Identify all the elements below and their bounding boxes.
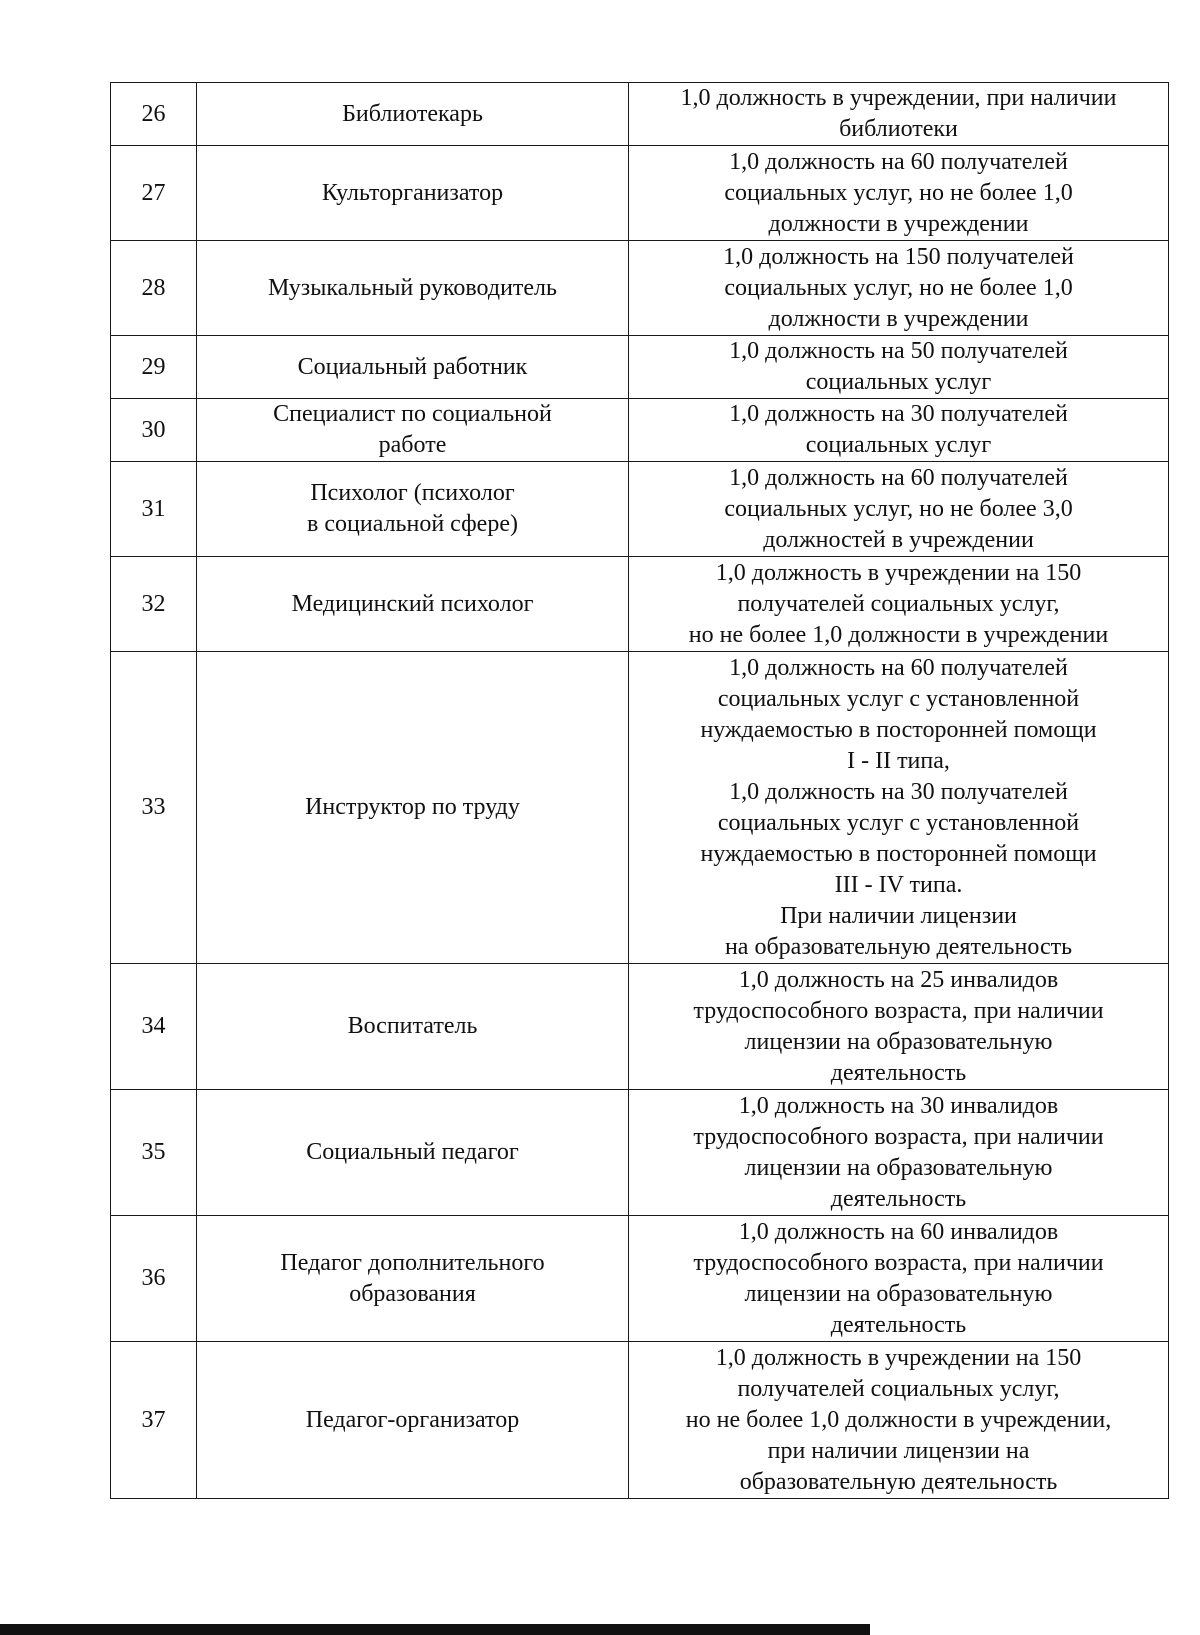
position-title: Педагог дополнительного образования — [197, 1216, 629, 1342]
table-row — [111, 83, 1169, 146]
row-number: 36 — [111, 1216, 197, 1342]
row-number: 34 — [111, 964, 197, 1090]
staffing-norm: 1,0 должность на 60 получателей социальных услуг, но не более 3,0 должностей в учреждении — [629, 462, 1169, 557]
table-row — [111, 1216, 1169, 1342]
position-title: Воспитатель — [197, 964, 629, 1090]
position-title: Библиотекарь — [197, 83, 629, 146]
staffing-norm: 1,0 должность на 30 инвалидов трудоспособного возраста, при наличии лицензии на образовательную деятельность — [629, 1090, 1169, 1216]
position-title: Медицинский психолог — [197, 557, 629, 652]
table-row — [111, 557, 1169, 652]
table-row — [111, 399, 1169, 462]
staffing-norm: 1,0 должность на 60 получателей социальных услуг, но не более 1,0 должности в учреждении — [629, 146, 1169, 241]
position-title: Педагог-организатор — [197, 1342, 629, 1499]
position-title: Психолог (психолог в социальной сфере) — [197, 462, 629, 557]
staffing-norm: 1,0 должность на 50 получателей социальных услуг — [629, 336, 1169, 399]
staffing-norm: 1,0 должность на 30 получателей социальных услуг — [629, 399, 1169, 462]
position-title: Специалист по социальной работе — [197, 399, 629, 462]
position-title: Культорганизатор — [197, 146, 629, 241]
staffing-norm: 1,0 должность на 25 инвалидов трудоспособного возраста, при наличии лицензии на образовательную деятельность — [629, 964, 1169, 1090]
row-number: 28 — [111, 241, 197, 336]
staffing-norm: 1,0 должность на 60 получателей социальных услуг с установленной нуждаемостью в посторонней помощи I - II типа, 1,0 должность на 30 получателей социальных услуг с установленной нуждаемостью в посторонней помощи III - IV типа. При наличии лицензии на образовательную деятельность — [629, 652, 1169, 964]
row-number: 27 — [111, 146, 197, 241]
row-number: 29 — [111, 336, 197, 399]
staffing-norm: 1,0 должность в учреждении на 150 получателей социальных услуг, но не более 1,0 должности в учреждении, при наличии лицензии на образовательную деятельность — [629, 1342, 1169, 1499]
table-row — [111, 964, 1169, 1090]
row-number: 31 — [111, 462, 197, 557]
row-number: 26 — [111, 83, 197, 146]
scan-edge-bar — [0, 1624, 870, 1635]
row-number: 32 — [111, 557, 197, 652]
row-number: 35 — [111, 1090, 197, 1216]
position-title: Социальный педагог — [197, 1090, 629, 1216]
table-row — [111, 336, 1169, 399]
staffing-norm: 1,0 должность в учреждении, при наличии библиотеки — [629, 83, 1169, 146]
position-title: Социальный работник — [197, 336, 629, 399]
position-title: Инструктор по труду — [197, 652, 629, 964]
row-number: 30 — [111, 399, 197, 462]
table-row — [111, 1342, 1169, 1499]
row-number: 37 — [111, 1342, 197, 1499]
table-row — [111, 652, 1169, 964]
table-row — [111, 241, 1169, 336]
staffing-norm: 1,0 должность на 60 инвалидов трудоспособного возраста, при наличии лицензии на образовательную деятельность — [629, 1216, 1169, 1342]
position-title: Музыкальный руководитель — [197, 241, 629, 336]
row-number: 33 — [111, 652, 197, 964]
table-row — [111, 1090, 1169, 1216]
staffing-norm: 1,0 должность в учреждении на 150 получателей социальных услуг, но не более 1,0 должности в учреждении — [629, 557, 1169, 652]
staffing-norms-table — [110, 82, 1169, 1499]
table-row — [111, 146, 1169, 241]
staffing-norm: 1,0 должность на 150 получателей социальных услуг, но не более 1,0 должности в учреждении — [629, 241, 1169, 336]
table-row — [111, 462, 1169, 557]
